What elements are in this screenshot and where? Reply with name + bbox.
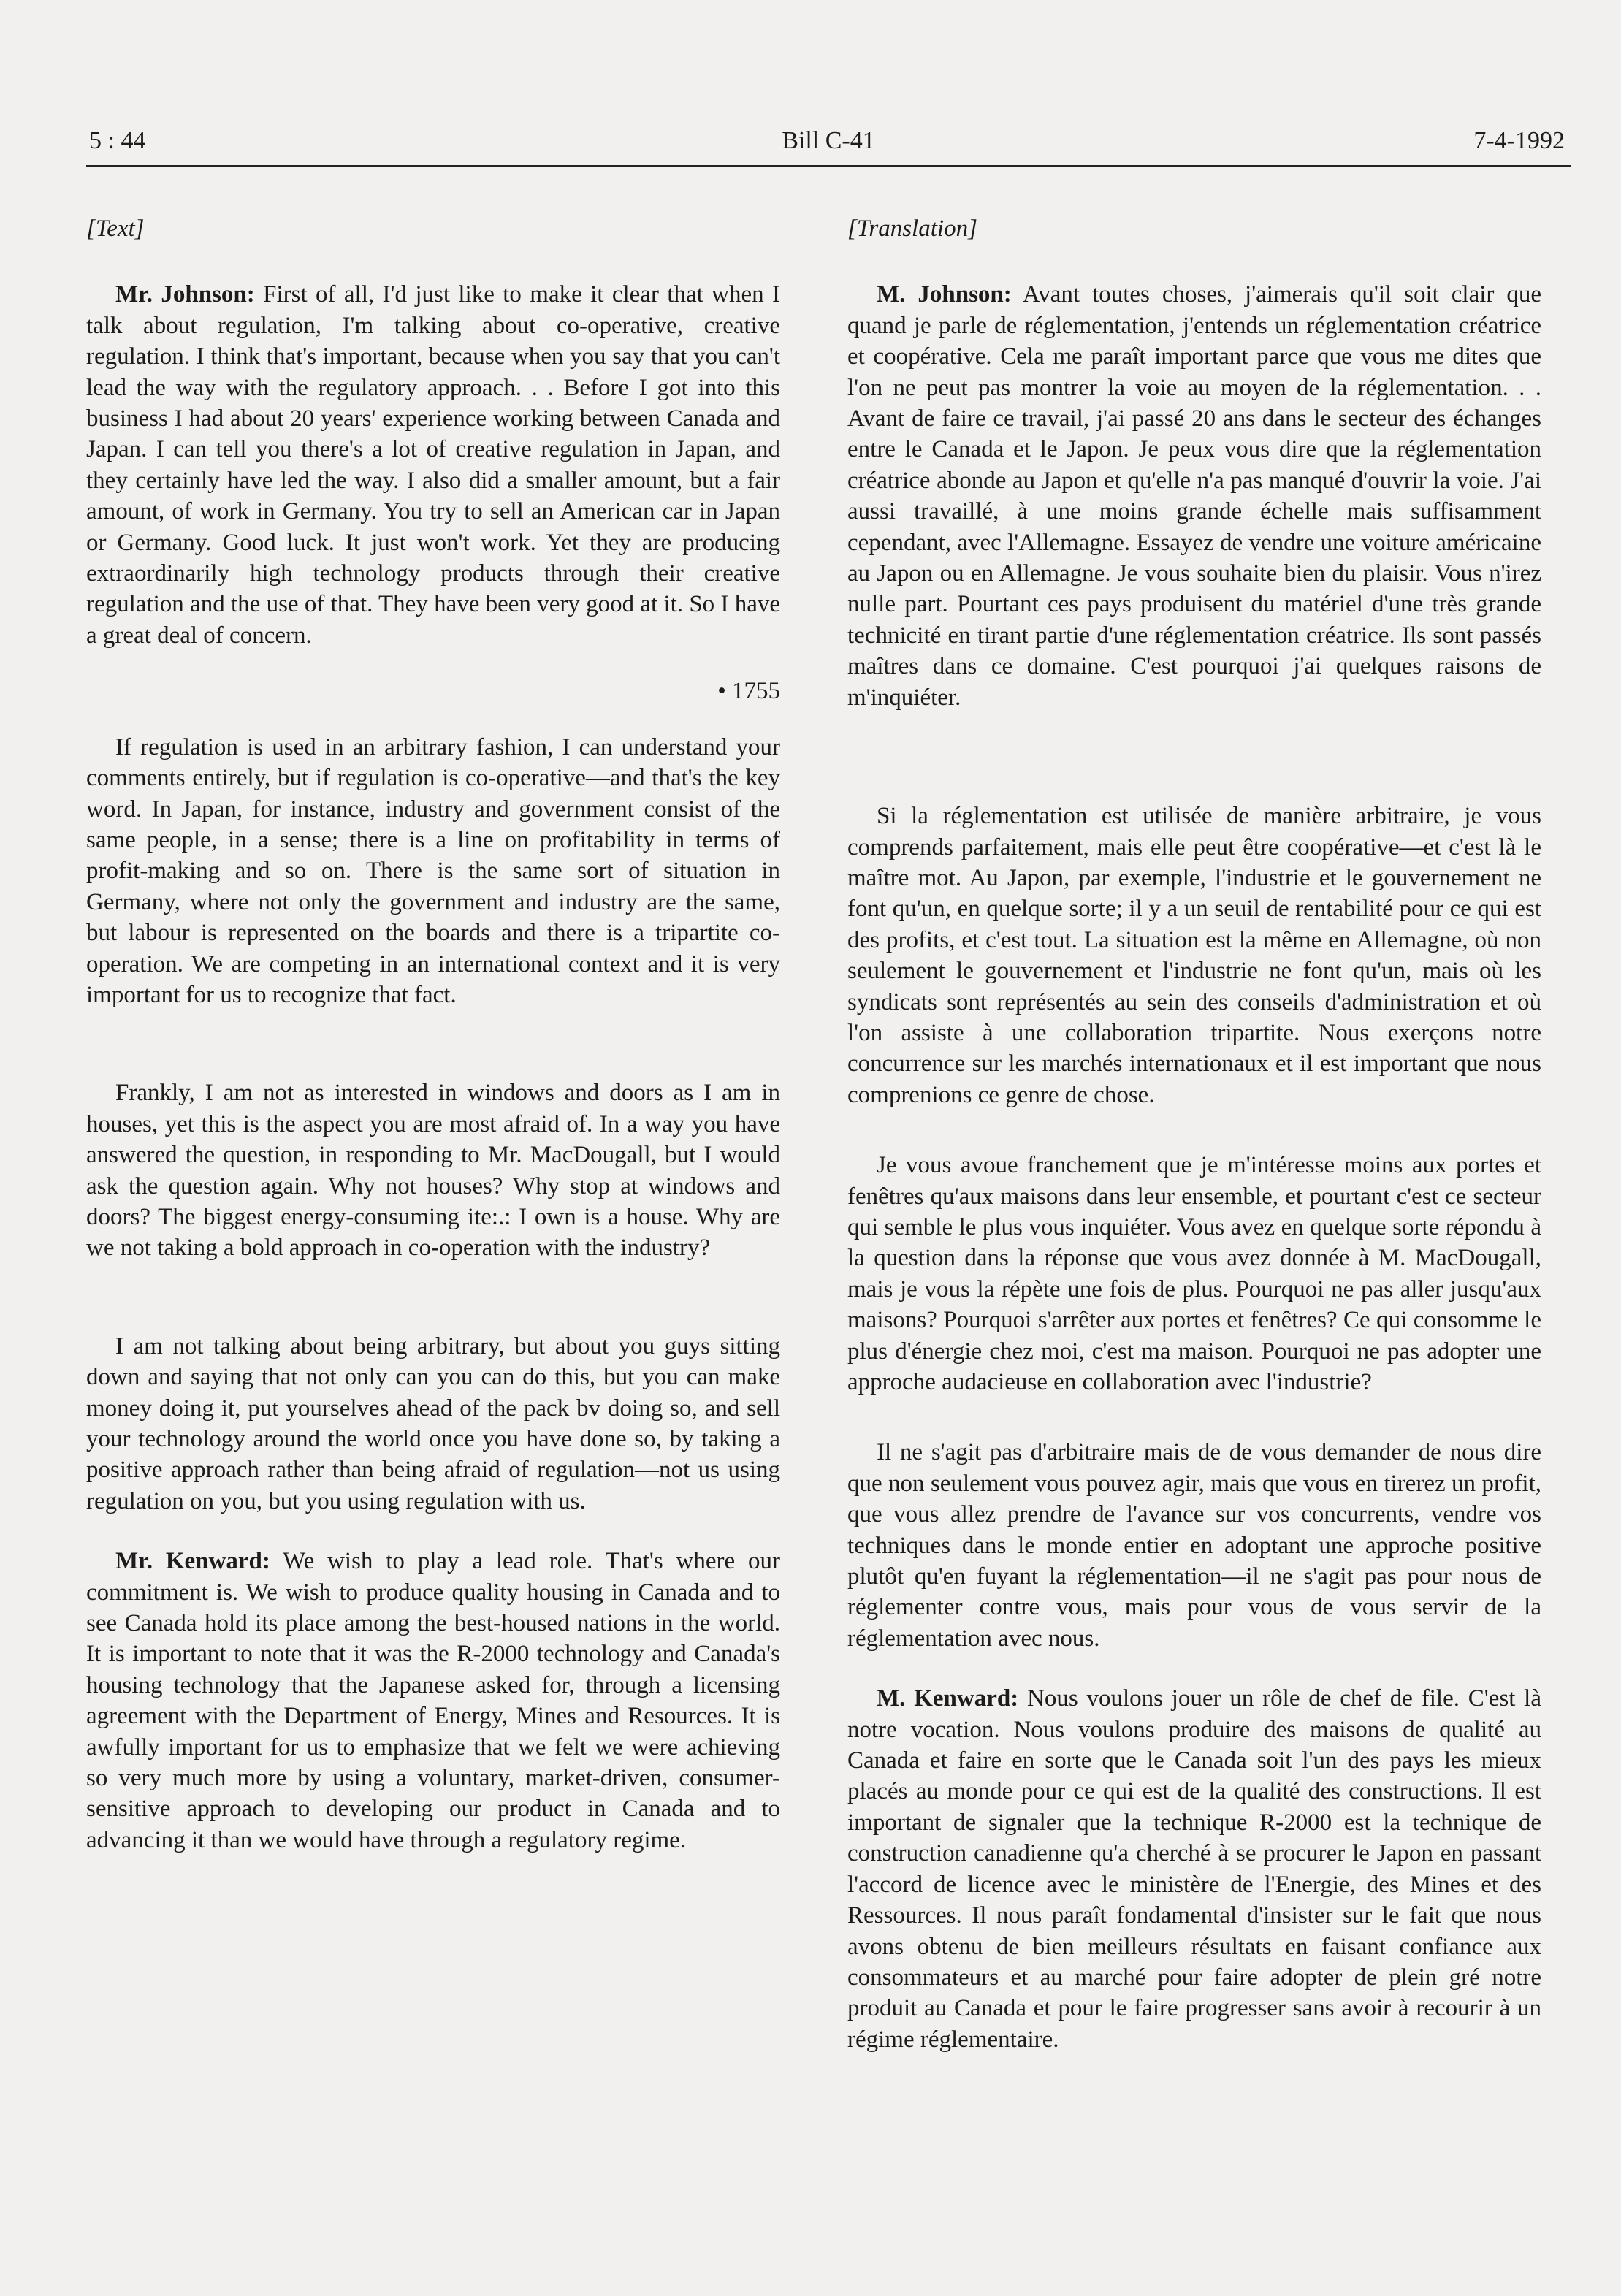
paragraph-johnson-fr bbox=[847, 279, 1541, 713]
paragraph-regulation-fr: Si la réglementation est utilisée de manière arbitraire, je vous comprends parfaitement, mais elle peut être coopérative—et c'est là le maître mot. Au Japon, par exemple, l'industrie et le gouvernement ne font qu'un, en quelque sorte; il y a un seuil de rentabilité pour ce qui est des profits, et c'est tout. La situation est la même en Allemagne, où non seulement le gouvernement et l'industrie ne font qu'un, mais où les syndicats sont représentés au sein des conseils d'administration et où l'on assiste à une collaboration tripartite. Nous exerçons notre concurrence sur les marchés internationaux et il est important que nous comprenions ce genre de chose. bbox=[847, 803, 1541, 1108]
french-column bbox=[847, 213, 1541, 2055]
speaker-label: M. Kenward: bbox=[877, 1685, 1019, 1712]
paragraph-arbitrary-en: I am not talking about being arbitrary, but about you guys sitting down and saying that not only can you can do this, but you can make money doing it, put yourselves ahead of the pack bv doing so, and sell your technology around the world once you have done so, by taking a positive approach rather than being afraid of regulation—not us using regulation on you, but you using regulation with us. bbox=[86, 1332, 780, 1514]
paragraph-text: First of all, I'd just like to make it clear that when I talk about regulation, I'm talking about co-operative, creative regulation. I think that's important, because when you say that you can't lead the way with the regulatory approach. . . Before I got into this business I had about 20 years' experience working between Canada and Japan. I can tell you there's a lot of creative regulation in Japan, and they certainly have led the way. I also did a smaller amount, but a fair amount, of work in Germany. You try to sell an American car in Japan or Germany. Good luck. It just won't work. Yet they are producing extraordinarily high technology products through their creative regulation and the use of that. They have been very good at it. So I have a great deal of concern. bbox=[86, 281, 780, 649]
paragraph-kenward-en bbox=[86, 1546, 780, 1856]
time-marker: • 1755 bbox=[717, 678, 780, 705]
paragraph-houses-fr: Je vous avoue franchement que je m'intéresse moins aux portes et fenêtres qu'aux maisons dans leur ensemble, et pourtant c'est ce secteur qui semble le plus vous inquiéter. Vous avez en quelque sorte répondu à la question dans la réponse que vous avez donnée à M. MacDougall, mais je vous la répète une fois de plus. Pourquoi ne pas aller jusqu'aux maisons? Pourquoi s'arrêter aux portes et fenêtres? Ce qui consomme le plus d'énergie chez moi, c'est ma maison. Pourquoi ne pas adopter une approche audacieuse en collaboration avec l'industrie? bbox=[847, 1152, 1541, 1395]
paragraph-text: Avant toutes choses, j'aimerais qu'il soit clair que quand je parle de réglementation, j'entends un réglementation créatrice et coopérative. Cela me paraît important parce que vous me dites que l'on ne peut pas montrer la voie au moyen de la réglementation. . . Avant de faire ce travail, j'ai passé 20 ans dans le secteur des échanges entre le Canada et le Japon. Je peux vous dire que la réglementation créatrice abonde au Japon et qu'elle n'a pas manqué d'ouvrir la voie. J'ai aussi travaillé, à une moins grande échelle mais suffisamment cependant, avec l'Allemagne. Essayez de vendre une voiture américaine au Japon ou en Allemagne. Je vous souhaite bien du plaisir. Vous n'irez nulle part. Pourtant ces pays produisent du matériel d'une très grande technicité en tirant partie d'une réglementation créatrice. Ils sont passés maîtres dans ce domaine. C'est pourquoi j'ai quelques raisons de m'inquiéter. bbox=[847, 281, 1541, 711]
speaker-label: Mr. Kenward: bbox=[115, 1548, 270, 1575]
document-title: Bill C-41 bbox=[782, 127, 875, 154]
paragraph-regulation-en: If regulation is used in an arbitrary fashion, I can understand your comments entirely, but if regulation is co-operative—and that's the key word. In Japan, for instance, industry and government consist of the same people, in a sense; there is a line on profitability in terms of profit-making and so on. There is the same sort of situation in Germany, where not only the government and industry are the same, but labour is represented on the boards and there is a tripartite co-operation. We are competing in an international context and it is very important for us to recognize that fact. bbox=[86, 733, 780, 1008]
paragraph-kenward-fr bbox=[847, 1683, 1541, 2055]
paragraph-text: We wish to play a lead role. That's where our commitment is. We wish to produce quality housing in Canada and to see Canada hold its place among the best-housed nations in the world. It is important to note that it was the R-2000 technology and Canada's housing technology that the Japanese asked for, through a licensing agreement with the Department of Energy, Mines and Resources. It is awfully important for us to emphasize that we felt we were achieving so very much more by using a voluntary, market-driven, consumer-sensitive approach to developing our product in Canada and to advancing it than we would have through a regulatory regime. bbox=[86, 1548, 780, 1853]
paragraph-houses-en: Frankly, I am not as interested in windows and doors as I am in houses, yet this is the aspect you are most afraid of. In a way you have answered the question, in responding to Mr. MacDougall, but I would ask the question again. Why not houses? Why stop at windows and doors? The biggest energy-consuming ite:.: I own is a house. Why are we not taking a bold approach in co-operation with the industry? bbox=[86, 1080, 780, 1262]
speaker-label: Mr. Johnson: bbox=[115, 281, 255, 308]
paragraph-arbitrary-fr: Il ne s'agit pas d'arbitraire mais de de vous demander de nous dire que non seulement vous pouvez agir, mais que vous en tirerez un profit, que vous allez prendre de l'avance sur vos concurrents, vendre vos techniques dans le monde entier en adoptant une approche positive plutôt qu'en fuyant la réglementation—il ne s'agit pas pour nous de réglementer contre vous, mais pour vous de vous servir de la réglementation avec nous. bbox=[847, 1439, 1541, 1652]
paragraph-johnson-en bbox=[86, 279, 780, 651]
translation-tag: [Translation] bbox=[847, 216, 977, 242]
english-column bbox=[86, 213, 780, 1856]
text-tag: [Text] bbox=[86, 216, 145, 242]
paragraph-text: Nous voulons jouer un rôle de chef de file. C'est là notre vocation. Nous voulons produire des maisons de qualité au Canada et faire en sorte que le Canada soit l'un des pays les mieux placés au monde pour ce qui est de la qualité des constructions. Il est important de signaler que la technique R-2000 est la technique de construction canadienne qu'a cherché à se procurer le Japon en passant l'accord de licence avec le ministère de l'Energie, des Mines et des Ressources. Il nous paraît fondamental d'insister sur le fait que nous avons obtenu de bien meilleurs résultats en faisant confiance aux consommateurs et au marché pour faire adopter de plein gré notre produit au Canada et pour le faire progresser sans avoir à recourir à un régime réglementaire. bbox=[847, 1685, 1541, 2053]
page-header bbox=[86, 124, 1571, 167]
document-date: 7-4-1992 bbox=[1473, 127, 1565, 154]
page-number: 5 : 44 bbox=[89, 127, 146, 154]
speaker-label: M. Johnson: bbox=[877, 281, 1012, 308]
